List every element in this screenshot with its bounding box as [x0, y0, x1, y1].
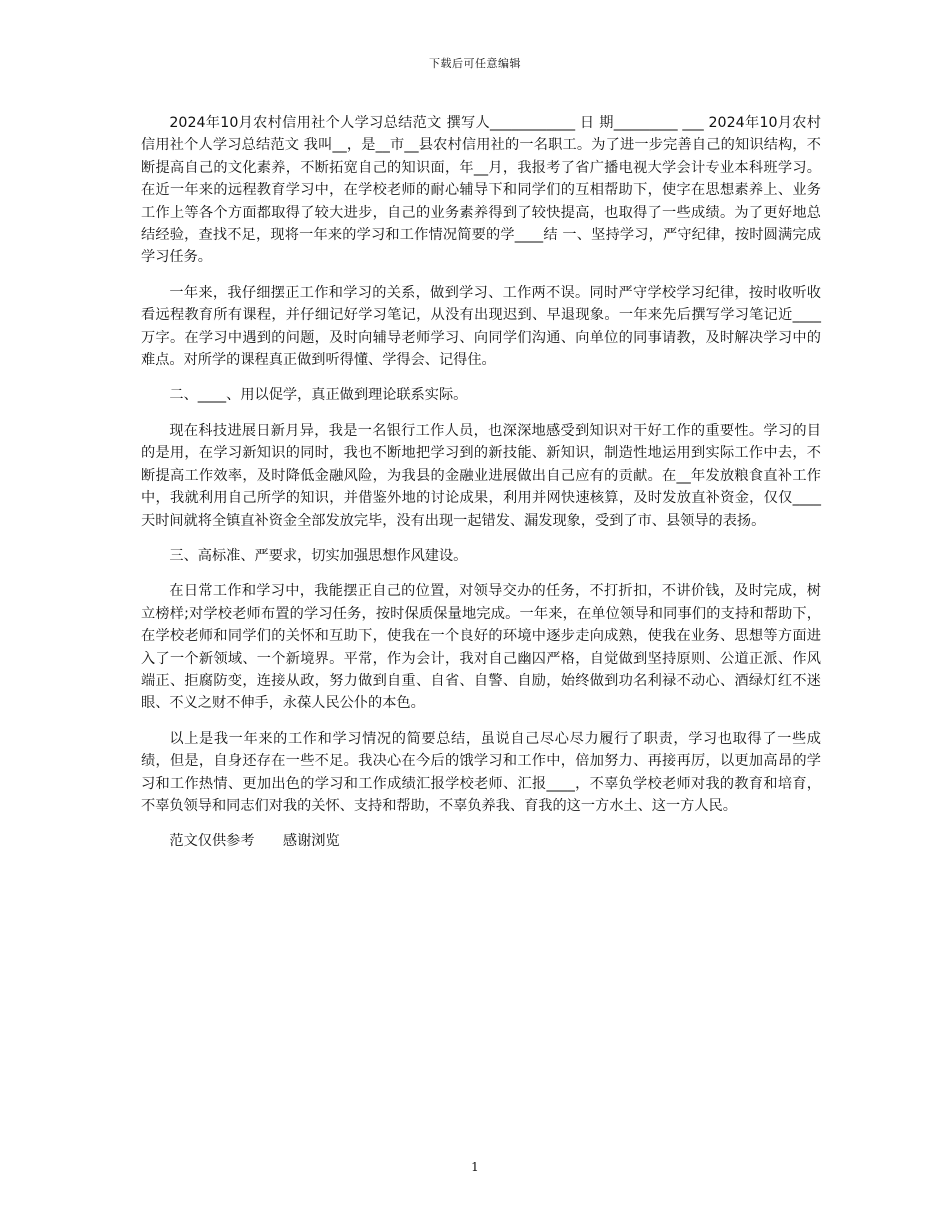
paragraph-conclusion: 以上是我一年来的工作和学习情况的简要总结，虽说自己尽心尽力履行了职责，学习也取得了一些成绩，但是，自身还存在一些不足。我决心在今后的饿学习和工作中，倍加努力、再接再厉，以更加高昂的学习和工作热情、更加出色的学习和工作成绩汇报学校老师、汇报____，不辜负学校老师对我的教育和培育，不辜负领导和同志们对我的关怀、支持和帮助，不辜负养我、育我的这一方水土、这一方人民。: [141, 730, 821, 814]
paragraph-practice: 现在科技进展日新月异，我是一名银行工作人员，也深深地感受到知识对干好工作的重要性。学习的目的是用，在学习新知识的同时，我也不断地把学习到的新技能、新知识，制造性地运用到实际工作中去，不断提高工作效率，及时降低金融风险，为我县的金融业进展做出自己应有的贡献。在__年发放粮食直补工作中，我就利用自己所学的知识，并借鉴外地的讨论成果，利用并网快速核算，及时发放直补资金，仅仅____天时间就将全镇直补资金全部发放完毕，没有出现一起错发、漏发现象，受到了市、县领导的表扬。: [141, 422, 821, 529]
section-heading-three: 三、高标准、严要求，切实加强思想作风建设。: [169, 547, 468, 564]
page-number: 1: [471, 1160, 479, 1174]
closing-note: 范文仅供参考 感谢浏览: [169, 833, 340, 850]
paragraph-work-style: 在日常工作和学习中，我能摆正自己的位置，对领导交办的任务，不打折扣，不讲价钱，及时完成，树立榜样;对学校老师布置的学习任务，按时保质保量地完成。一年来，在单位领导和同事们的支持和帮助下，在学校老师和同学们的关怀和互助下，使我在一个良好的环境中逐步走向成熟，使我在业务、思想等方面进入了一个新领域、一个新境界。平常，作为会计，我对自己幽囚严格，自觉做到坚持原则、公道正派、作风端正、拒腐防变，连接从政，努力做到自重、自省、自警、自励，始终做到功名利禄不动心、酒绿灯红不迷眼、不义之财不伸手，永葆人民公仆的本色。: [141, 583, 821, 712]
page-header-note: 下载后可任意编辑: [429, 57, 521, 70]
paragraph-intro: 2024年10月农村信用社个人学习总结范文 撰写人____________ 日 期_________ ___ 2024年10月农村信用社个人学习总结范文 我叫__，是__市__县农村信用社的一名职工。为了进一步完善自己的知识结构，不断提高自己的文化素养，不断拓宽自己的知识面，年__月，我报考了省广播电视大学会计专业本科班学习。在近一年来的远程教育学习中，在学校老师的耐心辅导下和同学们的互相帮助下，使字在思想素养上、业务工作上等各个方面都取得了较大进步，自己的业务素养得到了较快提高，也取得了一些成绩。为了更好地总结经验，查找不足，现将一年来的学习和工作情况简要的学____结 一、坚持学习，严守纪律，按时圆满完成学习任务。: [141, 115, 821, 266]
document-body: [141, 112, 821, 866]
section-heading-two: 二、____、用以促学，真正做到理论联系实际。: [169, 387, 468, 404]
paragraph-study-discipline: 一年来，我仔细摆正工作和学习的关系，做到学习、工作两不误。同时严守学校学习纪律，按时收听收看远程教育所有课程，并仔细记好学习笔记，从没有出现迟到、早退现象。一年来先后撰写学习笔记近____万字。在学习中遇到的问题，及时向辅导老师学习、向同学们沟通、向单位的同事请教，及时解决学习中的难点。对所学的课程真正做到听得懂、学得会、记得住。: [141, 284, 821, 369]
